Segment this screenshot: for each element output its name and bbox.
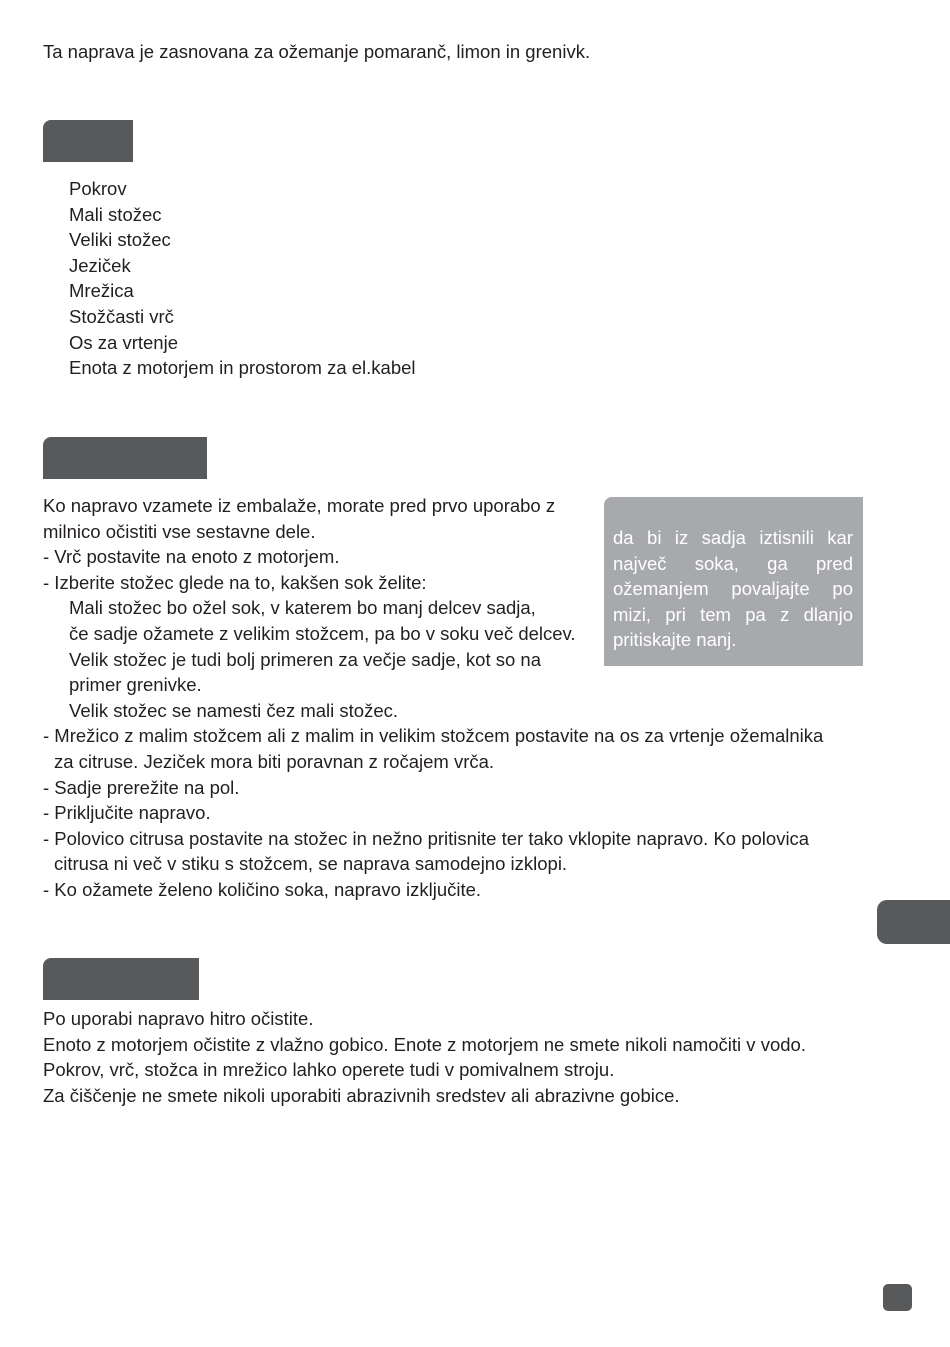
side-language-tab [877,900,950,944]
usage-line: - Ko ožamete želeno količino soka, napravo izključite. [43,878,482,900]
usage-line: citrusa ni več v stiku s stožcem, se naprava samodejno izklopi. [54,853,568,875]
cleaning-line: Pokrov, vrč, stožca in mrežico lahko operete tudi v pomivalnem stroju. [43,1059,615,1081]
usage-line: - Vrč postavite na enoto z motorjem. [43,546,340,568]
intro-text: Ta naprava je zasnovana za ožemanje pomaranč, limon in grenivk. [43,41,591,62]
usage-line: - Priključite napravo. [43,802,211,824]
cleaning-line: Po uporabi napravo hitro očistite. [43,1008,314,1029]
cleaning-line: Za čiščenje ne smete nikoli uporabiti abrazivnih sredstev ali abrazivne gobice. [43,1084,680,1106]
tip-text: da bi iz sadja iztisnili kar največ soka, ga pred ožemanjem povaljajte po mizi, pri tem pa z dlanjo pritiskajte nanj. [613,527,853,651]
section-tab-cleaning [43,958,199,1000]
list-item: Os za vrtenje [69,331,178,353]
list-item: Enota z motorjem in prostorom za el.kabel [69,357,416,379]
cleaning-instructions [43,1006,806,1108]
usage-line: Velik stožec je tudi bolj primeren za večje sadje, kot so na [69,648,541,670]
list-item: Stožčasti vrč [69,305,174,327]
page-number-marker [883,1284,912,1311]
list-item: Jeziček [69,254,131,276]
usage-line: - Polovico citrusa postavite na stožec in nežno pritisnite ter tako vklopite napravo. Ko polovica [43,827,810,849]
usage-line: Mali stožec bo ožel sok, v katerem bo manj delcev sadja, [69,597,536,619]
tip-box [604,497,863,666]
usage-line: za citruse. Jeziček mora biti poravnan z ročajem vrča. [54,750,495,772]
list-item: Pokrov [69,178,127,199]
usage-line: če sadje ožamete z velikim stožcem, pa bo v soku več delcev. [69,622,576,644]
usage-line: - Izberite stožec glede na to, kakšen sok želite: [43,571,427,593]
usage-line: Ko napravo vzamete iz embalaže, morate pred prvo uporabo z [43,495,556,516]
cleaning-line: Enoto z motorjem očistite z vlažno gobico. Enote z motorjem ne smete nikoli namočiti v vodo. [43,1033,806,1055]
list-item: Veliki stožec [69,229,171,251]
usage-line: primer grenivke. [69,674,202,696]
list-item: Mali stožec [69,203,162,225]
section-tab-description [43,120,133,162]
usage-line: - Sadje prerežite na pol. [43,776,240,798]
usage-line: Velik stožec se namesti čez mali stožec. [69,699,399,721]
parts-list [69,176,416,381]
list-item: Mrežica [69,280,134,302]
usage-line: milnico očistiti vse sestavne dele. [43,520,316,542]
usage-line: - Mrežico z malim stožcem ali z malim in velikim stožcem postavite na os za vrtenje ožemalnika [43,725,824,747]
section-tab-usage [43,437,207,479]
